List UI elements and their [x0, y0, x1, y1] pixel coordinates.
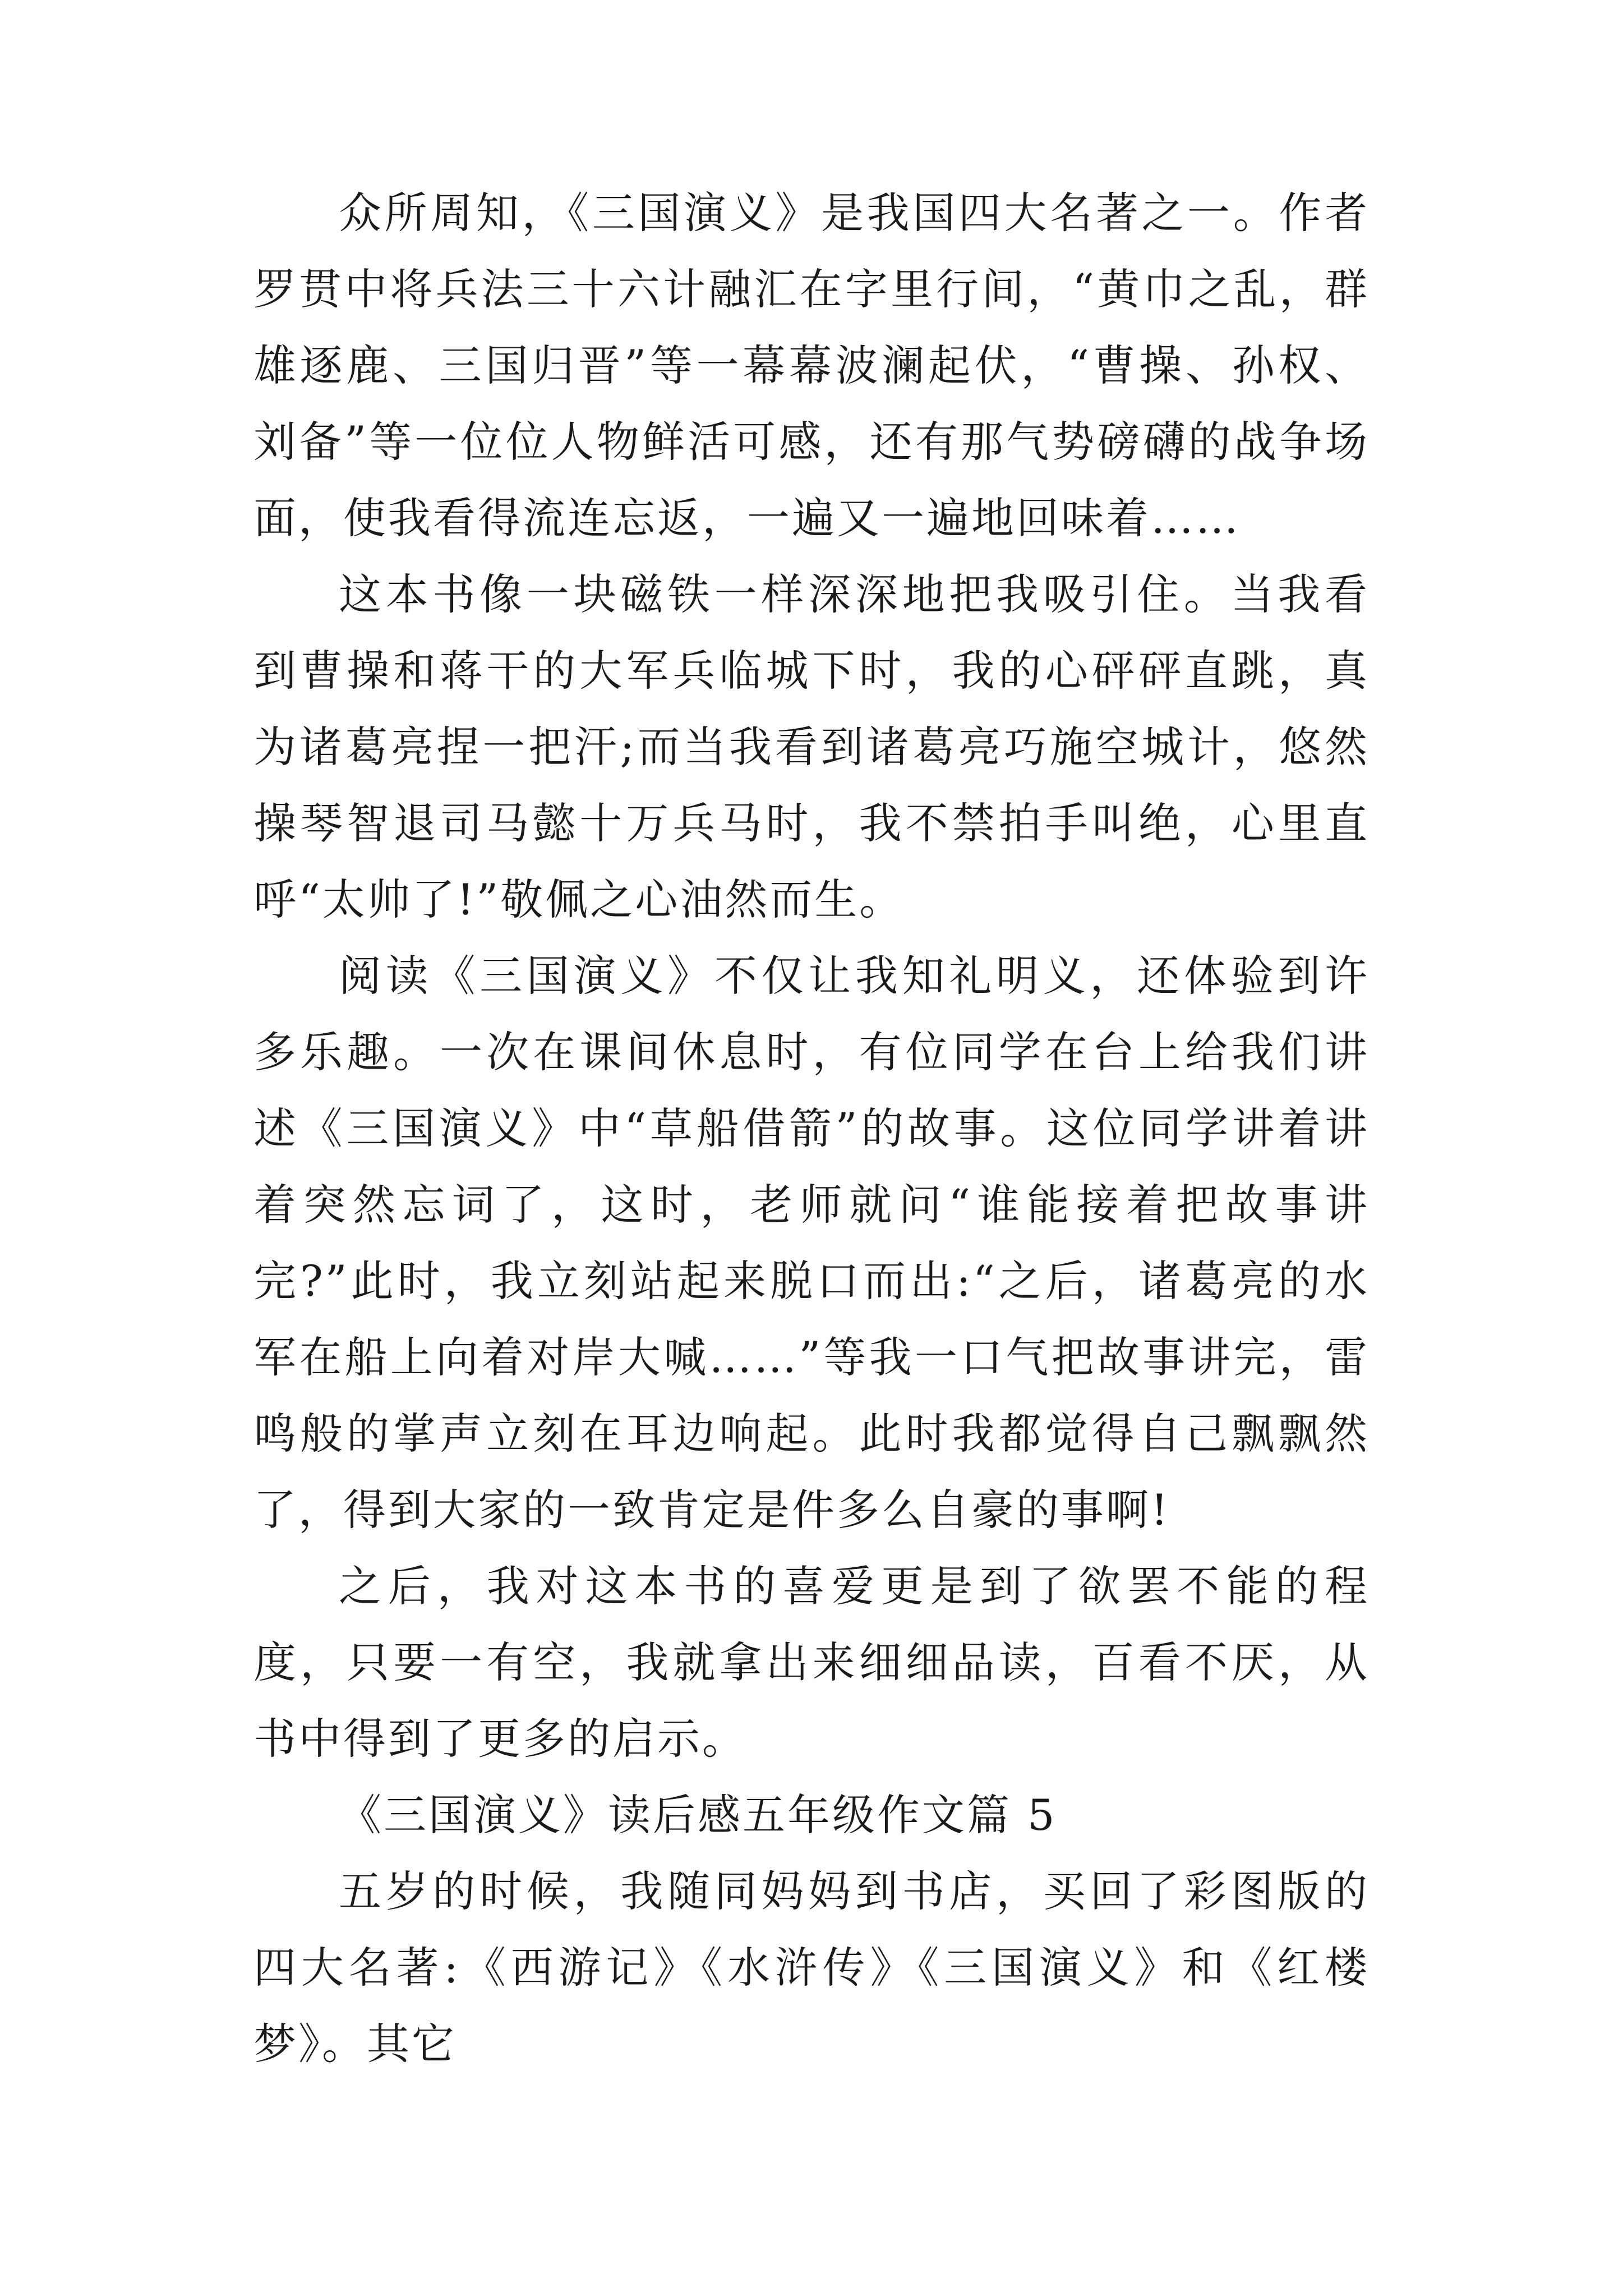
paragraph-4: 之后，我对这本书的喜爱更是到了欲罢不能的程度，只要一有空，我就拿出来细细品读，百看不厌，从书中得到了更多的启示。	[253, 1561, 1370, 1764]
paragraph-5: 五岁的时候，我随同妈妈到书店，买回了彩图版的四大名著:《西游记》《水浒传》《三国演义》和《红楼梦》。其它	[253, 1866, 1370, 2069]
section-heading: 《三国演义》读后感五年级作文篇 5	[339, 1790, 1057, 1840]
paragraph-3: 阅读《三国演义》不仅让我知礼明义，还体验到许多乐趣。一次在课间休息时，有位同学在台上给我们讲述《三国演义》中“草船借箭”的故事。这位同学讲着讲着突然忘词了，这时，老师就问“谁能接着把故事讲完?”此时，我立刻站起来脱口而出:“之后，诸葛亮的水军在船上向着对岸大喊……”等我一口气把故事讲完，雷鸣般的掌声立刻在耳边响起。此时我都觉得自己飘飘然了，得到大家的一致肯定是件多么自豪的事啊!	[253, 951, 1370, 1535]
paragraph-2: 这本书像一块磁铁一样深深地把我吸引住。当我看到曹操和蒋干的大军兵临城下时，我的心砰砰直跳，真为诸葛亮捏一把汗;而当我看到诸葛亮巧施空城计，悠然操琴智退司马懿十万兵马时，我不禁拍手叫绝，心里直呼“太帅了!”敬佩之心油然而生。	[253, 569, 1370, 924]
paragraph-1: 众所周知，《三国演义》是我国四大名著之一。作者罗贯中将兵法三十六计融汇在字里行间，“黄巾之乱，群雄逐鹿、三国归晋”等一幕幕波澜起伏，“曹操、孙权、刘备”等一位位人物鲜活可感，还有那气势磅礴的战争场面，使我看得流连忘返，一遍又一遍地回味着……	[253, 188, 1370, 543]
document-body	[253, 175, 1370, 2082]
